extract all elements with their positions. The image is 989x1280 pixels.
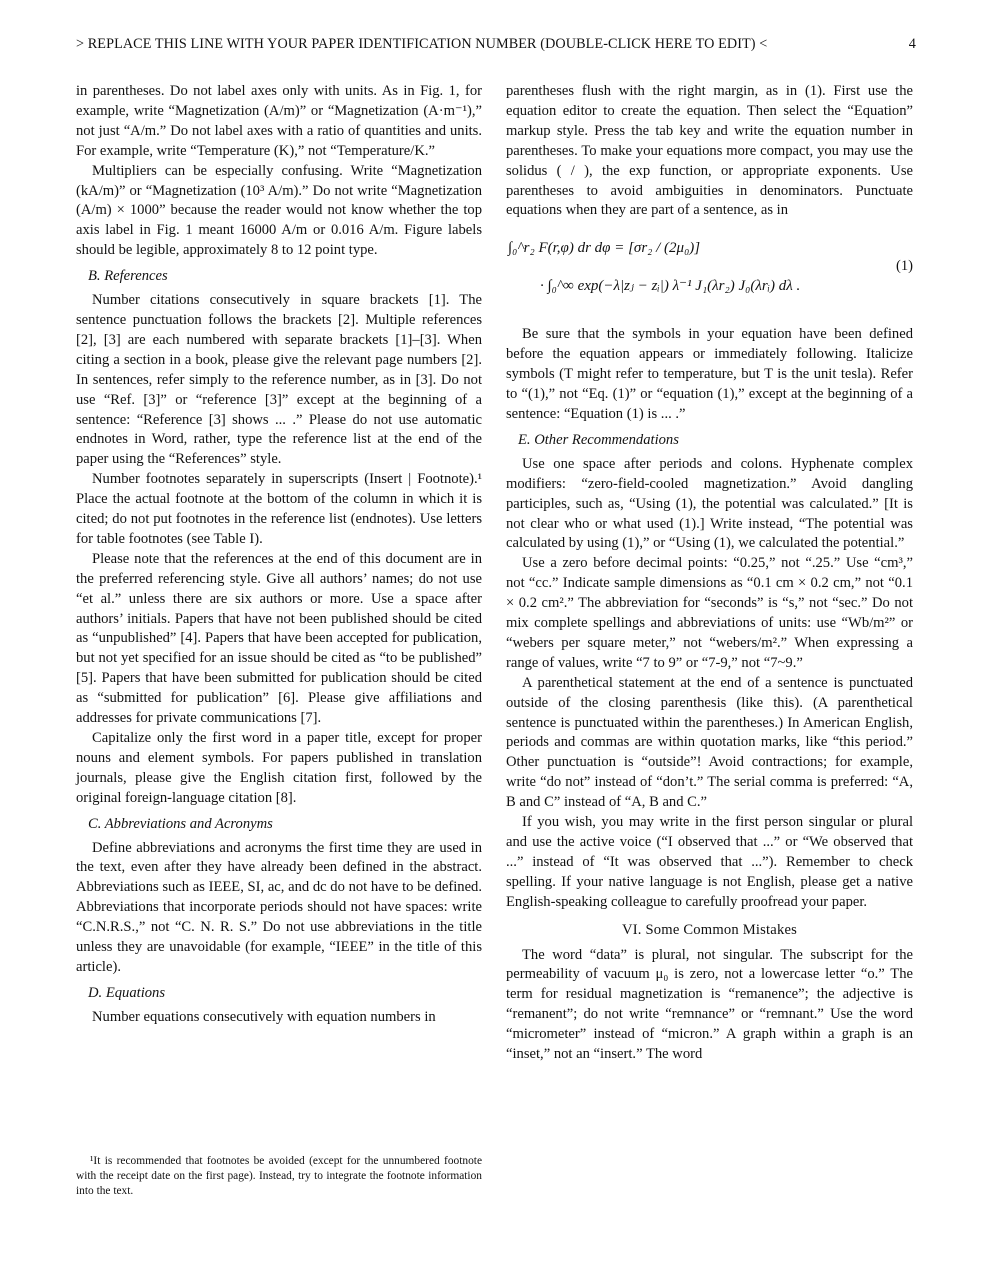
section-heading-abbreviations: C. Abbreviations and Acronyms <box>88 815 273 832</box>
paragraph: Define abbreviations and acronyms the first time they are used in the text, even after they have already been defined in the abstract. Abbreviations such as IEEE, SI, ac, and dc do not have to be defined. Abbreviations that incorporate periods should not have spaces: write “C.N.R.S.,” not “C. N. R. S.” Do not use abbreviations in the title unless they are unavoidable (for example, “IEEE” in the title of this article). <box>76 839 482 975</box>
running-header <box>76 36 916 53</box>
section-heading-other-recommendations: E. Other Recommendations <box>518 431 679 448</box>
paragraph: Number equations consecutively with equation numbers in <box>92 1008 436 1025</box>
paragraph: Please note that the references at the end of this document are in the preferred referencing style. Give all authors’ names; do not use “et al.” unless there are six authors or more. Use a space after authors’ initials. Papers that have not been published should be cited as “unpublished” [4]. Papers that have been accepted for publication, but not yet specified for an issue should be cited as “to be published” [5]. Papers that have been submitted for publication should be cited as “submitted for publication” [6]. Please give affiliations and addresses for private communications [7]. <box>76 550 482 727</box>
page-number: 4 <box>908 36 916 52</box>
paragraph: Capitalize only the first word in a paper title, except for proper nouns and element symbols. For papers published in translation journals, please give the English citation first, followed by the original foreign-language citation [8]. <box>76 730 482 806</box>
paragraph: Multipliers can be especially confusing. Write “Magnetization (kA/m)” or “Magnetization (10³ A/m).” Do not write “Magnetization (A/m) × 1000” because the reader would not know whether the top axis label in Fig. 1 meant 16000 A/m or 0.016 A/m. Figure labels should be legible, approximately 8 to 12 point type. <box>76 162 482 259</box>
running-title: > REPLACE THIS LINE WITH YOUR PAPER IDENTIFICATION NUMBER (DOUBLE-CLICK HERE TO EDIT) < <box>76 36 768 52</box>
equation-number: (1) <box>895 258 913 275</box>
paragraph: Number footnotes separately in superscripts (Insert | Footnote).¹ Place the actual footnote at the bottom of the column in which it is cited; do not put footnotes in the reference list (endnotes). Use letters for table footnotes (see Table I). <box>76 471 482 547</box>
left-column <box>76 82 482 1028</box>
right-column <box>506 82 913 1065</box>
footnote-text: ¹It is recommended that footnotes be avoided (except for the unnumbered footnote with the receipt date on the first page). Instead, try to integrate the footnote information into the text. <box>76 1155 482 1198</box>
paragraph: Use a zero before decimal points: “0.25,” not “.25.” Use “cm³,” not “cc.” Indicate sample dimensions as “0.1 cm × 0.2 cm,” not “0.1 × 0.2 cm².” The abbreviation for “seconds” is “s,” not “sec.” Do not mix complete spellings and abbreviations of units: use “Wb/m²” or “webers per square meter,” not “webers/m².” When expressing a range of values, write “7 to 9” or “7-9,” not “7~9.” <box>506 555 913 671</box>
equation-1 <box>506 233 913 315</box>
section-heading-equations: D. Equations <box>88 984 166 1001</box>
paragraph: If you wish, you may write in the first person singular or plural and use the active voice (“I observed that ...” or “We observed that ...” instead of “It was observed that ...”). Remember to check spelling. If your native language is not English, please get a native English-speaking colleague to carefully proofread your paper. <box>506 814 913 910</box>
section-heading-references: B. References <box>88 268 168 285</box>
equation-line-1: ∫₀^r₂ F(r,φ) dr dφ = [σr₂ / (2μ₀)] <box>508 240 701 257</box>
paragraph: Number citations consecutively in square brackets [1]. The sentence punctuation follows the brackets [2]. Multiple references [2], [3] are each numbered with separate brackets [1]–[3]. When citing a section in a book, please give the relevant page numbers [2]. In sentences, refer simply to the reference number, as in [3]. Do not use “Ref. [3]” or “reference [3]” except at the beginning of a sentence: “Reference [3] shows ... .” Please do not use automatic endnotes in Word, rather, type the reference list at the end of the paper using the “References” style. <box>76 292 482 468</box>
footnote <box>76 1154 482 1200</box>
paragraph: parentheses flush with the right margin, as in (1). First use the equation editor to create the equation. Then select the “Equation” markup style. Press the tab key and write the equation number in parentheses. To make your equations more compact, you may use the solidus ( / ), the exp function, or appropriate exponents. Use parentheses to avoid ambiguities in denominators. Punctuate equations when they are part of a sentence, as in <box>506 83 913 219</box>
paragraph: in parentheses. Do not label axes only with units. As in Fig. 1, for example, write “Magnetization (A/m)” or “Magnetization (A·m⁻¹),” not just “A/m.” Do not label axes with a ratio of quantities and units. For example, write “Temperature (K),” not “Temperature/K.” <box>76 83 482 159</box>
paragraph: Use one space after periods and colons. Hyphenate complex modifiers: “zero-field-cooled magnetization.” Avoid dangling participles, such as, “Using (1), the potential was calculated.” [It is not clear who or what used (1).] Write instead, “The potential was calculated by using (1),” or “Using (1), we calculated the potential.” <box>506 455 913 552</box>
paragraph: Be sure that the symbols in your equation have been defined before the equation appears or immediately following. Italicize symbols (T might refer to temperature, but T is the unit tesla). Refer to “(1),” not “Eq. (1)” or “equation (1),” except at the beginning of a sentence: “Equation (1) is ... .” <box>506 326 913 422</box>
equation-line-2: · ∫₀^∞ exp(−λ|zⱼ − zᵢ|) λ⁻¹ J₁(λr₂) J₀(λrᵢ) dλ . <box>540 278 801 295</box>
section-heading-common-mistakes: VI. Some Common Mistakes <box>621 921 798 938</box>
paragraph: The word “data” is plural, not singular. The subscript for the permeability of vacuum μ₀ is zero, not a lowercase letter “o.” The term for residual magnetization is “remanence”; the adjective is “remanent”; do not write “remnance” or “remnant.” Use the word “micrometer” instead of “micron.” A graph within a graph is an “inset,” not an “insert.” The word <box>506 946 913 1063</box>
paragraph: A parenthetical statement at the end of a sentence is punctuated outside of the closing parenthesis (like this). (A parenthetical sentence is punctuated within the parentheses.) In American English, periods and commas are within quotation marks, like “this period.” Other punctuation is “outside”! Avoid contractions; for example, write “do not” instead of “don’t.” The serial comma is preferred: “A, B and C” instead of “A, B and C.” <box>506 674 913 811</box>
